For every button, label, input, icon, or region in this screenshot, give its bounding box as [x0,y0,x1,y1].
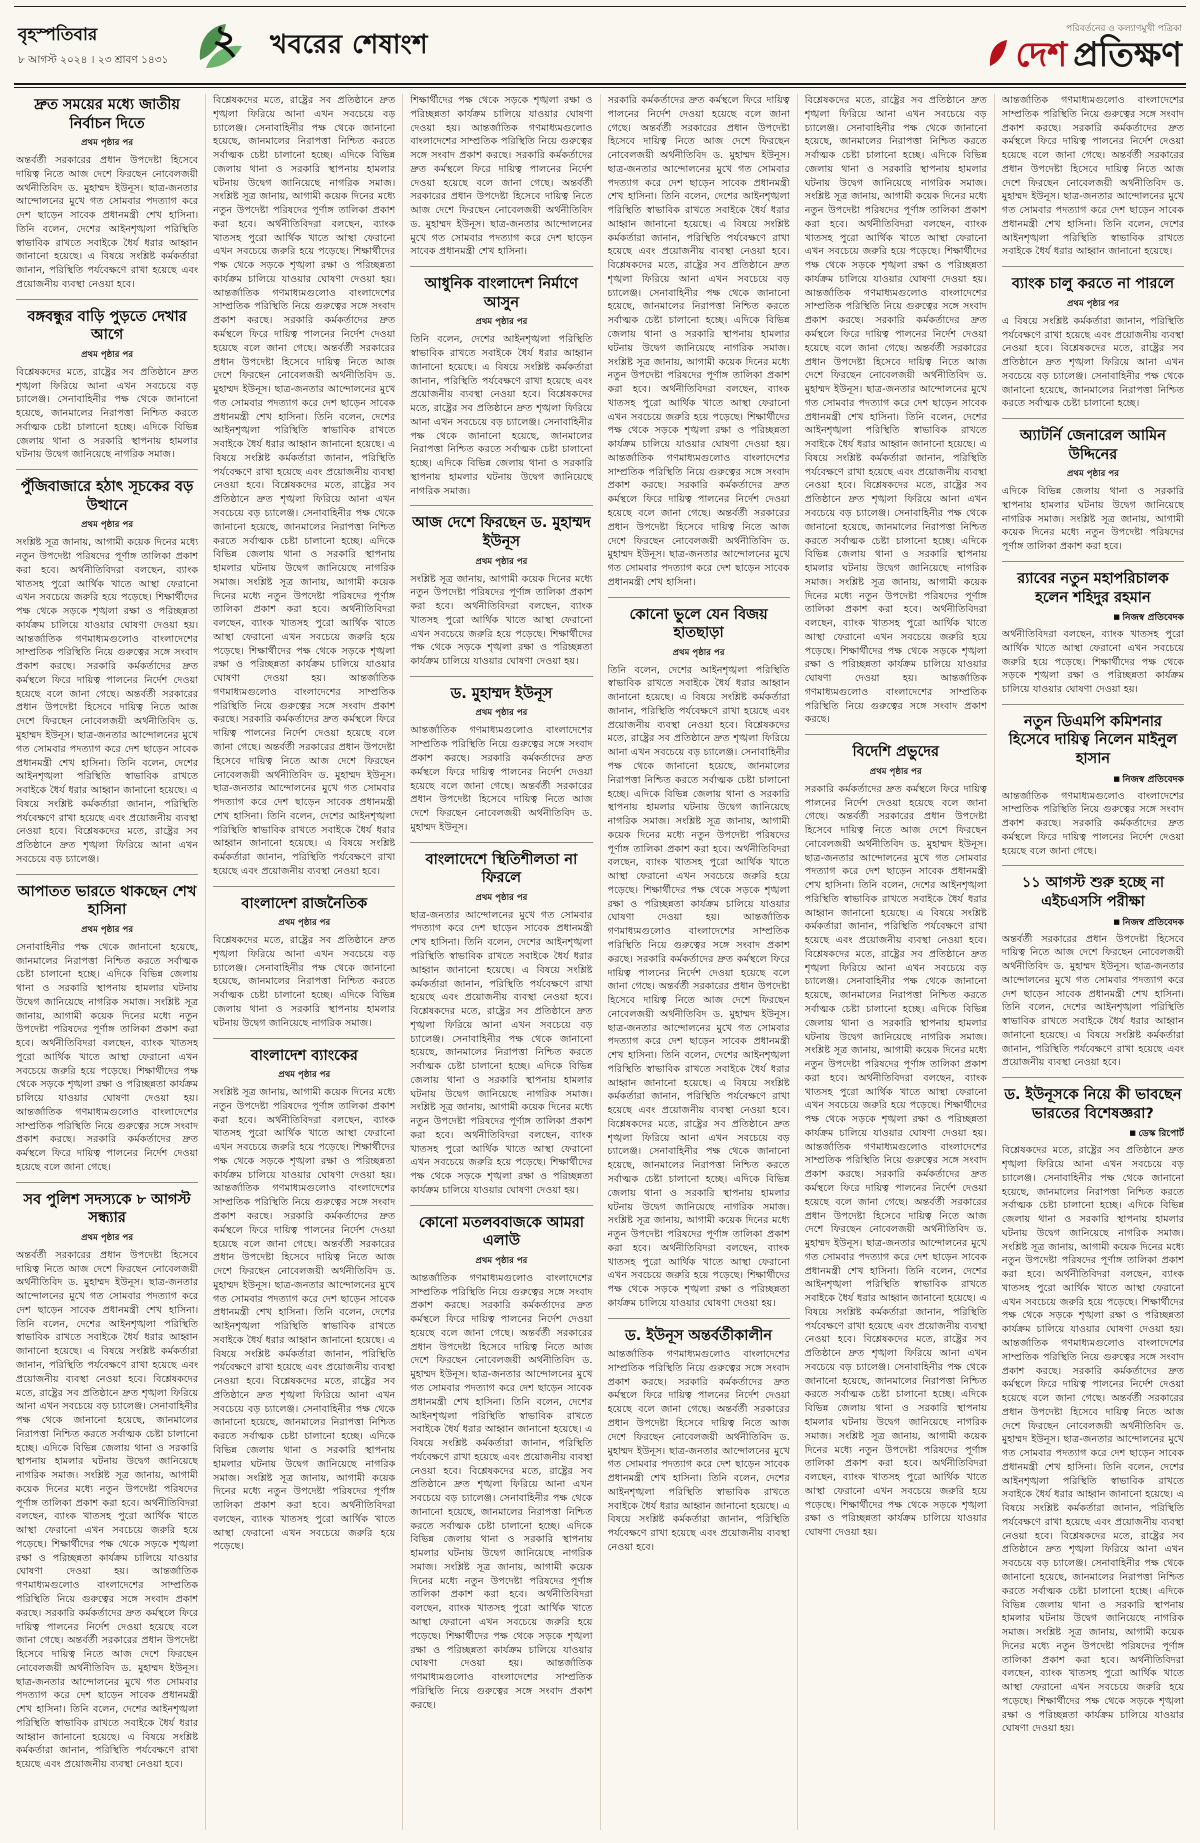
continuation-label: প্রথম পৃষ্ঠার পর [475,708,528,719]
news-column [601,94,798,1830]
article-headline: অ্যাটর্নি জেনারেল আমিন উদ্দিনের [1020,428,1166,463]
article [410,505,592,668]
masthead-logo [987,34,1182,75]
article-headline: বঙ্গবন্ধুর বাড়ি পুড়তে দেখার আগে [27,308,187,344]
byline: ■ নিজস্ব প্রতিবেদক [1002,772,1184,787]
article-body: আন্তর্জাতিক গণমাধ্যমগুলোও বাংলাদেশের সাম্প্রতিক পরিস্থিতি নিয়ে গুরুত্বের সঙ্গে সংবাদ প্রকাশ করছে। সরকারি কর্মকর্তাদের দ্রুত কর্মস্থলে ফিরে দায়িত্ব পালনের নির্দেশ দেওয়া হয়েছে বলে জানা গেছে। অন্তর্বর্তী সরকারের প্রধান উপদেষ্টা হিসেবে দায়িত্ব নিতে আজ দেশে ফিরছেন নোবেলজয়ী অর্থনীতিবিদ ড. মুহাম্মদ ইউনূস। ছাত্র-জনতার আন্দোলনের মুখে গত সোমবার পদত্যাগ করে দেশ ছাড়েন সাবেক প্রধানমন্ত্রী শেখ হাসিনা। তিনি বলেন, দেশের আইনশৃঙ্খলা পরিস্থিতি স্বাভাবিক রাখতে সবাইকে ধৈর্য ধরার আহ্বান জানানো হয়েছে। এ বিষয়ে সংশ্লিষ্ট কর্মকর্তারা জানান, পরিস্থিতি পর্যবেক্ষণে রাখা হয়েছে এবং প্রয়োজনীয় ব্যবস্থা নেওয়া হবে। [607,1349,790,1553]
article [16,874,198,1175]
article [1002,94,1184,259]
article-headline: ড. ইউনূস অন্তর্বর্তীকালীন [625,1327,773,1344]
masthead-word-1: দেশ [1015,34,1068,75]
article [1002,704,1184,858]
continuation-label: প্রথম পৃষ্ঠার পর [278,918,331,929]
continuation-label: প্রথম পৃষ্ঠার পর [475,317,528,328]
section-title: খবরের শেষাংশ [270,30,429,60]
article [16,299,198,462]
article [1002,561,1184,697]
article [16,1182,198,1772]
weekday: বৃহস্পতিবার [18,25,98,45]
continuation-label: প্রথম পৃষ্ঠার পর [1066,469,1119,480]
article [1002,1077,1184,1736]
byline: ■ নিজস্ব প্রতিবেদক [1002,915,1184,930]
article-headline: নতুন ডিএমপি কমিশনার হিসেবে দায়িত্ব নিলেন মাইনুল হাসান [1008,713,1178,768]
article-body: এদিকে বিভিন্ন জেলায় থানা ও সরকারি স্থাপনায় হামলার ঘটনায় উদ্বেগ জানিয়েছে নাগরিক সমাজ। সংশ্লিষ্ট সূত্র জানায়, আগামী কয়েক দিনের মধ্যে নতুন উপদেষ্টা পরিষদের পূর্ণাঙ্গ তালিকা প্রকাশ করা হবে। [1001,486,1185,553]
article [1002,865,1184,1070]
article-body: বিশ্লেষকদের মতে, রাষ্ট্রের সব প্রতিষ্ঠানে দ্রুত শৃঙ্খলা ফিরিয়ে আনা এখন সবচেয়ে বড় চ্যালেঞ্জ। সেনাবাহিনীর পক্ষ থেকে জানানো হয়েছে, জানমালের নিরাপত্তা নিশ্চিত করতে সর্বাত্মক চেষ্টা চালানো হচ্ছে। এদিকে বিভিন্ন জেলায় থানা ও সরকারি স্থাপনায় হামলার ঘটনায় উদ্বেগ জানিয়েছে নাগরিক সমাজ। সংশ্লিষ্ট সূত্র জানায়, আগামী কয়েক দিনের মধ্যে নতুন উপদেষ্টা পরিষদের পূর্ণাঙ্গ তালিকা প্রকাশ করা হবে। অর্থনীতিবিদরা বলছেন, ব্যাংক খাতসহ পুরো আর্থিক খাতে আস্থা ফেরানো এখন সবচেয়ে জরুরি হয়ে পড়েছে। শিক্ষার্থীদের পক্ষ থেকে সড়কে শৃঙ্খলা রক্ষা ও পরিচ্ছন্নতা কার্যক্রম চালিয়ে যাওয়ার ঘোষণা দেওয়া হয়। আন্তর্জাতিক গণমাধ্যমগুলোও বাংলাদেশের সাম্প্রতিক পরিস্থিতি নিয়ে গুরুত্বের সঙ্গে সংবাদ প্রকাশ করছে। সরকারি কর্মকর্তাদের দ্রুত কর্মস্থলে ফিরে দায়িত্ব পালনের নির্দেশ দেওয়া হয়েছে বলে জানা গেছে। অন্তর্বর্তী সরকারের প্রধান উপদেষ্টা হিসেবে দায়িত্ব নিতে আজ দেশে ফিরছেন নোবেলজয়ী অর্থনীতিবিদ ড. মুহাম্মদ ইউনূস। ছাত্র-জনতার আন্দোলনের মুখে গত সোমবার পদত্যাগ করে দেশ ছাড়েন সাবেক প্রধানমন্ত্রী শেখ হাসিনা। তিনি বলেন, দেশের আইনশৃঙ্খলা পরিস্থিতি স্বাভাবিক রাখতে সবাইকে ধৈর্য ধরার আহ্বান জানানো হয়েছে। এ বিষয়ে সংশ্লিষ্ট কর্মকর্তারা জানান, পরিস্থিতি পর্যবেক্ষণে রাখা হয়েছে এবং প্রয়োজনীয় ব্যবস্থা নেওয়া হবে। বিশ্লেষকদের মতে, রাষ্ট্রের সব প্রতিষ্ঠানে দ্রুত শৃঙ্খলা ফিরিয়ে আনা এখন সবচেয়ে বড় চ্যালেঞ্জ। সেনাবাহিনীর পক্ষ থেকে জানানো হয়েছে, জানমালের নিরাপত্তা নিশ্চিত করতে সর্বাত্মক চেষ্টা চালানো হচ্ছে। এদিকে বিভিন্ন জেলায় থানা ও সরকারি স্থাপনায় হামলার ঘটনায় উদ্বেগ জানিয়েছে নাগরিক সমাজ। সংশ্লিষ্ট সূত্র জানায়, আগামী কয়েক দিনের মধ্যে নতুন উপদেষ্টা পরিষদের পূর্ণাঙ্গ তালিকা প্রকাশ করা হবে। অর্থনীতিবিদরা বলছেন, ব্যাংক খাতসহ পুরো আর্থিক খাতে আস্থা ফেরানো এখন সবচেয়ে জরুরি হয়ে পড়েছে। শিক্ষার্থীদের পক্ষ থেকে সড়কে শৃঙ্খলা রক্ষা ও পরিচ্ছন্নতা কার্যক্রম চালিয়ে যাওয়ার ঘোষণা দেওয়া হয়। আন্তর্জাতিক গণমাধ্যমগুলোও বাংলাদেশের সাম্প্রতিক পরিস্থিতি নিয়ে গুরুত্বের সঙ্গে সংবাদ প্রকাশ করছে। [804,95,987,726]
article-body: বিশ্লেষকদের মতে, রাষ্ট্রের সব প্রতিষ্ঠানে দ্রুত শৃঙ্খলা ফিরিয়ে আনা এখন সবচেয়ে বড় চ্যালেঞ্জ। সেনাবাহিনীর পক্ষ থেকে জানানো হয়েছে, জানমালের নিরাপত্তা নিশ্চিত করতে সর্বাত্মক চেষ্টা চালানো হচ্ছে। এদিকে বিভিন্ন জেলায় থানা ও সরকারি স্থাপনায় হামলার ঘটনায় উদ্বেগ জানিয়েছে নাগরিক সমাজ। [213,935,396,1029]
continuation-label: প্রথম পৃষ্ঠার পর [81,349,134,360]
article-body: আন্তর্জাতিক গণমাধ্যমগুলোও বাংলাদেশের সাম্প্রতিক পরিস্থিতি নিয়ে গুরুত্বের সঙ্গে সংবাদ প্রকাশ করছে। সরকারি কর্মকর্তাদের দ্রুত কর্মস্থলে ফিরে দায়িত্ব পালনের নির্দেশ দেওয়া হয়েছে বলে জানা গেছে। অন্তর্বর্তী সরকারের প্রধান উপদেষ্টা হিসেবে দায়িত্ব নিতে আজ দেশে ফিরছেন নোবেলজয়ী অর্থনীতিবিদ ড. মুহাম্মদ ইউনূস। ছাত্র-জনতার আন্দোলনের মুখে গত সোমবার পদত্যাগ করে দেশ ছাড়েন সাবেক প্রধানমন্ত্রী শেখ হাসিনা। তিনি বলেন, দেশের আইনশৃঙ্খলা পরিস্থিতি স্বাভাবিক রাখতে সবাইকে ধৈর্য ধরার আহ্বান জানানো হয়েছে। [1001,95,1185,258]
continuation-label: প্রথম পৃষ্ঠার পর [475,892,528,903]
article-body: বিশ্লেষকদের মতে, রাষ্ট্রের সব প্রতিষ্ঠানে দ্রুত শৃঙ্খলা ফিরিয়ে আনা এখন সবচেয়ে বড় চ্যালেঞ্জ। সেনাবাহিনীর পক্ষ থেকে জানানো হয়েছে, জানমালের নিরাপত্তা নিশ্চিত করতে সর্বাত্মক চেষ্টা চালানো হচ্ছে। এদিকে বিভিন্ন জেলায় থানা ও সরকারি স্থাপনায় হামলার ঘটনায় উদ্বেগ জানিয়েছে নাগরিক সমাজ। সংশ্লিষ্ট সূত্র জানায়, আগামী কয়েক দিনের মধ্যে নতুন উপদেষ্টা পরিষদের পূর্ণাঙ্গ তালিকা প্রকাশ করা হবে। অর্থনীতিবিদরা বলছেন, ব্যাংক খাতসহ পুরো আর্থিক খাতে আস্থা ফেরানো এখন সবচেয়ে জরুরি হয়ে পড়েছে। শিক্ষার্থীদের পক্ষ থেকে সড়কে শৃঙ্খলা রক্ষা ও পরিচ্ছন্নতা কার্যক্রম চালিয়ে যাওয়ার ঘোষণা দেওয়া হয়। আন্তর্জাতিক গণমাধ্যমগুলোও বাংলাদেশের সাম্প্রতিক পরিস্থিতি নিয়ে গুরুত্বের সঙ্গে সংবাদ প্রকাশ করছে। সরকারি কর্মকর্তাদের দ্রুত কর্মস্থলে ফিরে দায়িত্ব পালনের নির্দেশ দেওয়া হয়েছে বলে জানা গেছে। অন্তর্বর্তী সরকারের প্রধান উপদেষ্টা হিসেবে দায়িত্ব নিতে আজ দেশে ফিরছেন নোবেলজয়ী অর্থনীতিবিদ ড. মুহাম্মদ ইউনূস। ছাত্র-জনতার আন্দোলনের মুখে গত সোমবার পদত্যাগ করে দেশ ছাড়েন সাবেক প্রধানমন্ত্রী শেখ হাসিনা। তিনি বলেন, দেশের আইনশৃঙ্খলা পরিস্থিতি স্বাভাবিক রাখতে সবাইকে ধৈর্য ধরার আহ্বান জানানো হয়েছে। এ বিষয়ে সংশ্লিষ্ট কর্মকর্তারা জানান, পরিস্থিতি পর্যবেক্ষণে রাখা হয়েছে এবং প্রয়োজনীয় ব্যবস্থা নেওয়া হবে। বিশ্লেষকদের মতে, রাষ্ট্রের সব প্রতিষ্ঠানে দ্রুত শৃঙ্খলা ফিরিয়ে আনা এখন সবচেয়ে বড় চ্যালেঞ্জ। সেনাবাহিনীর পক্ষ থেকে জানানো হয়েছে, জানমালের নিরাপত্তা নিশ্চিত করতে সর্বাত্মক চেষ্টা চালানো হচ্ছে। এদিকে বিভিন্ন জেলায় থানা ও সরকারি স্থাপনায় হামলার ঘটনায় উদ্বেগ জানিয়েছে নাগরিক সমাজ। সংশ্লিষ্ট সূত্র জানায়, আগামী কয়েক দিনের মধ্যে নতুন উপদেষ্টা পরিষদের পূর্ণাঙ্গ তালিকা প্রকাশ করা হবে। অর্থনীতিবিদরা বলছেন, ব্যাংক খাতসহ পুরো আর্থিক খাতে আস্থা ফেরানো এখন সবচেয়ে জরুরি হয়ে পড়েছে। শিক্ষার্থীদের পক্ষ থেকে সড়কে শৃঙ্খলা রক্ষা ও পরিচ্ছন্নতা কার্যক্রম চালিয়ে যাওয়ার ঘোষণা দেওয়া হয়। [1001,1145,1185,1735]
article-body: সংশ্লিষ্ট সূত্র জানায়, আগামী কয়েক দিনের মধ্যে নতুন উপদেষ্টা পরিষদের পূর্ণাঙ্গ তালিকা প্রকাশ করা হবে। অর্থনীতিবিদরা বলছেন, ব্যাংক খাতসহ পুরো আর্থিক খাতে আস্থা ফেরানো এখন সবচেয়ে জরুরি হয়ে পড়েছে। শিক্ষার্থীদের পক্ষ থেকে সড়কে শৃঙ্খলা রক্ষা ও পরিচ্ছন্নতা কার্যক্রম চালিয়ে যাওয়ার ঘোষণা দেওয়া হয়। আন্তর্জাতিক গণমাধ্যমগুলোও বাংলাদেশের সাম্প্রতিক পরিস্থিতি নিয়ে গুরুত্বের সঙ্গে সংবাদ প্রকাশ করছে। সরকারি কর্মকর্তাদের দ্রুত কর্মস্থলে ফিরে দায়িত্ব পালনের নির্দেশ দেওয়া হয়েছে বলে জানা গেছে। অন্তর্বর্তী সরকারের প্রধান উপদেষ্টা হিসেবে দায়িত্ব নিতে আজ দেশে ফিরছেন নোবেলজয়ী অর্থনীতিবিদ ড. মুহাম্মদ ইউনূস। ছাত্র-জনতার আন্দোলনের মুখে গত সোমবার পদত্যাগ করে দেশ ছাড়েন সাবেক প্রধানমন্ত্রী শেখ হাসিনা। তিনি বলেন, দেশের আইনশৃঙ্খলা পরিস্থিতি স্বাভাবিক রাখতে সবাইকে ধৈর্য ধরার আহ্বান জানানো হয়েছে। এ বিষয়ে সংশ্লিষ্ট কর্মকর্তারা জানান, পরিস্থিতি পর্যবেক্ষণে রাখা হয়েছে এবং প্রয়োজনীয় ব্যবস্থা নেওয়া হবে। বিশ্লেষকদের মতে, রাষ্ট্রের সব প্রতিষ্ঠানে দ্রুত শৃঙ্খলা ফিরিয়ে আনা এখন সবচেয়ে বড় চ্যালেঞ্জ। সেনাবাহিনীর পক্ষ থেকে জানানো হয়েছে, জানমালের নিরাপত্তা নিশ্চিত করতে সর্বাত্মক চেষ্টা চালানো হচ্ছে। এদিকে বিভিন্ন জেলায় থানা ও সরকারি স্থাপনায় হামলার ঘটনায় উদ্বেগ জানিয়েছে নাগরিক সমাজ। সংশ্লিষ্ট সূত্র জানায়, আগামী কয়েক দিনের মধ্যে নতুন উপদেষ্টা পরিষদের পূর্ণাঙ্গ তালিকা প্রকাশ করা হবে। অর্থনীতিবিদরা বলছেন, ব্যাংক খাতসহ পুরো আর্থিক খাতে আস্থা ফেরানো এখন সবচেয়ে জরুরি হয়ে পড়েছে। [213,1087,396,1553]
article-body: সরকারি কর্মকর্তাদের দ্রুত কর্মস্থলে ফিরে দায়িত্ব পালনের নির্দেশ দেওয়া হয়েছে বলে জানা গেছে। অন্তর্বর্তী সরকারের প্রধান উপদেষ্টা হিসেবে দায়িত্ব নিতে আজ দেশে ফিরছেন নোবেলজয়ী অর্থনীতিবিদ ড. মুহাম্মদ ইউনূস। ছাত্র-জনতার আন্দোলনের মুখে গত সোমবার পদত্যাগ করে দেশ ছাড়েন সাবেক প্রধানমন্ত্রী শেখ হাসিনা। তিনি বলেন, দেশের আইনশৃঙ্খলা পরিস্থিতি স্বাভাবিক রাখতে সবাইকে ধৈর্য ধরার আহ্বান জানানো হয়েছে। এ বিষয়ে সংশ্লিষ্ট কর্মকর্তারা জানান, পরিস্থিতি পর্যবেক্ষণে রাখা হয়েছে এবং প্রয়োজনীয় ব্যবস্থা নেওয়া হবে। বিশ্লেষকদের মতে, রাষ্ট্রের সব প্রতিষ্ঠানে দ্রুত শৃঙ্খলা ফিরিয়ে আনা এখন সবচেয়ে বড় চ্যালেঞ্জ। সেনাবাহিনীর পক্ষ থেকে জানানো হয়েছে, জানমালের নিরাপত্তা নিশ্চিত করতে সর্বাত্মক চেষ্টা চালানো হচ্ছে। এদিকে বিভিন্ন জেলায় থানা ও সরকারি স্থাপনায় হামলার ঘটনায় উদ্বেগ জানিয়েছে নাগরিক সমাজ। সংশ্লিষ্ট সূত্র জানায়, আগামী কয়েক দিনের মধ্যে নতুন উপদেষ্টা পরিষদের পূর্ণাঙ্গ তালিকা প্রকাশ করা হবে। অর্থনীতিবিদরা বলছেন, ব্যাংক খাতসহ পুরো আর্থিক খাতে আস্থা ফেরানো এখন সবচেয়ে জরুরি হয়ে পড়েছে। শিক্ষার্থীদের পক্ষ থেকে সড়কে শৃঙ্খলা রক্ষা ও পরিচ্ছন্নতা কার্যক্রম চালিয়ে যাওয়ার ঘোষণা দেওয়া হয়। আন্তর্জাতিক গণমাধ্যমগুলোও বাংলাদেশের সাম্প্রতিক পরিস্থিতি নিয়ে গুরুত্বের সঙ্গে সংবাদ প্রকাশ করছে। সরকারি কর্মকর্তাদের দ্রুত কর্মস্থলে ফিরে দায়িত্ব পালনের নির্দেশ দেওয়া হয়েছে বলে জানা গেছে। অন্তর্বর্তী সরকারের প্রধান উপদেষ্টা হিসেবে দায়িত্ব নিতে আজ দেশে ফিরছেন নোবেলজয়ী অর্থনীতিবিদ ড. মুহাম্মদ ইউনূস। ছাত্র-জনতার আন্দোলনের মুখে গত সোমবার পদত্যাগ করে দেশ ছাড়েন সাবেক প্রধানমন্ত্রী শেখ হাসিনা। তিনি বলেন, দেশের আইনশৃঙ্খলা পরিস্থিতি স্বাভাবিক রাখতে সবাইকে ধৈর্য ধরার আহ্বান জানানো হয়েছে। এ বিষয়ে সংশ্লিষ্ট কর্মকর্তারা জানান, পরিস্থিতি পর্যবেক্ষণে রাখা হয়েছে এবং প্রয়োজনীয় ব্যবস্থা নেওয়া হবে। বিশ্লেষকদের মতে, রাষ্ট্রের সব প্রতিষ্ঠানে দ্রুত শৃঙ্খলা ফিরিয়ে আনা এখন সবচেয়ে বড় চ্যালেঞ্জ। সেনাবাহিনীর পক্ষ থেকে জানানো হয়েছে, জানমালের নিরাপত্তা নিশ্চিত করতে সর্বাত্মক চেষ্টা চালানো হচ্ছে। এদিকে বিভিন্ন জেলায় থানা ও সরকারি স্থাপনায় হামলার ঘটনায় উদ্বেগ জানিয়েছে নাগরিক সমাজ। সংশ্লিষ্ট সূত্র জানায়, আগামী কয়েক দিনের মধ্যে নতুন উপদেষ্টা পরিষদের পূর্ণাঙ্গ তালিকা প্রকাশ করা হবে। অর্থনীতিবিদরা বলছেন, ব্যাংক খাতসহ পুরো আর্থিক খাতে আস্থা ফেরানো এখন সবচেয়ে জরুরি হয়ে পড়েছে। শিক্ষার্থীদের পক্ষ থেকে সড়কে শৃঙ্খলা রক্ষা ও পরিচ্ছন্নতা কার্যক্রম চালিয়ে যাওয়ার ঘোষণা দেওয়া হয়। [804,783,987,1539]
article [410,1205,592,1713]
article-body: তিনি বলেন, দেশের আইনশৃঙ্খলা পরিস্থিতি স্বাভাবিক রাখতে সবাইকে ধৈর্য ধরার আহ্বান জানানো হয়েছে। এ বিষয়ে সংশ্লিষ্ট কর্মকর্তারা জানান, পরিস্থিতি পর্যবেক্ষণে রাখা হয়েছে এবং প্রয়োজনীয় ব্যবস্থা নেওয়া হবে। বিশ্লেষকদের মতে, রাষ্ট্রের সব প্রতিষ্ঠানে দ্রুত শৃঙ্খলা ফিরিয়ে আনা এখন সবচেয়ে বড় চ্যালেঞ্জ। সেনাবাহিনীর পক্ষ থেকে জানানো হয়েছে, জানমালের নিরাপত্তা নিশ্চিত করতে সর্বাত্মক চেষ্টা চালানো হচ্ছে। এদিকে বিভিন্ন জেলায় থানা ও সরকারি স্থাপনায় হামলার ঘটনায় উদ্বেগ জানিয়েছে নাগরিক সমাজ। সংশ্লিষ্ট সূত্র জানায়, আগামী কয়েক দিনের মধ্যে নতুন উপদেষ্টা পরিষদের পূর্ণাঙ্গ তালিকা প্রকাশ করা হবে। অর্থনীতিবিদরা বলছেন, ব্যাংক খাতসহ পুরো আর্থিক খাতে আস্থা ফেরানো এখন সবচেয়ে জরুরি হয়ে পড়েছে। শিক্ষার্থীদের পক্ষ থেকে সড়কে শৃঙ্খলা রক্ষা ও পরিচ্ছন্নতা কার্যক্রম চালিয়ে যাওয়ার ঘোষণা দেওয়া হয়। আন্তর্জাতিক গণমাধ্যমগুলোও বাংলাদেশের সাম্প্রতিক পরিস্থিতি নিয়ে গুরুত্বের সঙ্গে সংবাদ প্রকাশ করছে। সরকারি কর্মকর্তাদের দ্রুত কর্মস্থলে ফিরে দায়িত্ব পালনের নির্দেশ দেওয়া হয়েছে বলে জানা গেছে। অন্তর্বর্তী সরকারের প্রধান উপদেষ্টা হিসেবে দায়িত্ব নিতে আজ দেশে ফিরছেন নোবেলজয়ী অর্থনীতিবিদ ড. মুহাম্মদ ইউনূস। ছাত্র-জনতার আন্দোলনের মুখে গত সোমবার পদত্যাগ করে দেশ ছাড়েন সাবেক প্রধানমন্ত্রী শেখ হাসিনা। তিনি বলেন, দেশের আইনশৃঙ্খলা পরিস্থিতি স্বাভাবিক রাখতে সবাইকে ধৈর্য ধরার আহ্বান জানানো হয়েছে। এ বিষয়ে সংশ্লিষ্ট কর্মকর্তারা জানান, পরিস্থিতি পর্যবেক্ষণে রাখা হয়েছে এবং প্রয়োজনীয় ব্যবস্থা নেওয়া হবে। বিশ্লেষকদের মতে, রাষ্ট্রের সব প্রতিষ্ঠানে দ্রুত শৃঙ্খলা ফিরিয়ে আনা এখন সবচেয়ে বড় চ্যালেঞ্জ। সেনাবাহিনীর পক্ষ থেকে জানানো হয়েছে, জানমালের নিরাপত্তা নিশ্চিত করতে সর্বাত্মক চেষ্টা চালানো হচ্ছে। এদিকে বিভিন্ন জেলায় থানা ও সরকারি স্থাপনায় হামলার ঘটনায় উদ্বেগ জানিয়েছে নাগরিক সমাজ। সংশ্লিষ্ট সূত্র জানায়, আগামী কয়েক দিনের মধ্যে নতুন উপদেষ্টা পরিষদের পূর্ণাঙ্গ তালিকা প্রকাশ করা হবে। অর্থনীতিবিদরা বলছেন, ব্যাংক খাতসহ পুরো আর্থিক খাতে আস্থা ফেরানো এখন সবচেয়ে জরুরি হয়ে পড়েছে। শিক্ষার্থীদের পক্ষ থেকে সড়কে শৃঙ্খলা রক্ষা ও পরিচ্ছন্নতা কার্যক্রম চালিয়ে যাওয়ার ঘোষণা দেওয়া হয়। [607,664,790,1309]
continuation-label: প্রথম পৃষ্ঠার পর [278,1070,331,1081]
article-body: তিনি বলেন, দেশের আইনশৃঙ্খলা পরিস্থিতি স্বাভাবিক রাখতে সবাইকে ধৈর্য ধরার আহ্বান জানানো হয়েছে। এ বিষয়ে সংশ্লিষ্ট কর্মকর্তারা জানান, পরিস্থিতি পর্যবেক্ষণে রাখা হয়েছে এবং প্রয়োজনীয় ব্যবস্থা নেওয়া হবে। বিশ্লেষকদের মতে, রাষ্ট্রের সব প্রতিষ্ঠানে দ্রুত শৃঙ্খলা ফিরিয়ে আনা এখন সবচেয়ে বড় চ্যালেঞ্জ। সেনাবাহিনীর পক্ষ থেকে জানানো হয়েছে, জানমালের নিরাপত্তা নিশ্চিত করতে সর্বাত্মক চেষ্টা চালানো হচ্ছে। এদিকে বিভিন্ন জেলায় থানা ও সরকারি স্থাপনায় হামলার ঘটনায় উদ্বেগ জানিয়েছে নাগরিক সমাজ। [410,334,593,497]
article-headline: বাংলাদেশ ব্যাংকের [250,1047,358,1064]
masthead-mark-icon [987,38,1009,72]
masthead [987,21,1182,75]
continuation-label: প্রথম পৃষ্ঠার পর [475,1255,528,1266]
date-line: ৮ আগস্ট ২০২৪ । ২৩ শ্রাবণ ১৪৩১ [18,54,169,66]
article [1002,266,1184,411]
article-headline: র‍্যাবের নতুন মহাপরিচালক হলেন শহিদুর রহমান [1017,571,1169,606]
top-rule [14,6,1186,7]
byline: ■ ডেস্ক রিপোর্ট [1002,1126,1184,1141]
article-headline: আপাতত ভারতে থাকছেন শেখ হাসিনা [17,883,197,919]
article-headline: ১১ আগস্ট শুরু হচ্ছে না এইচএসসি পরীক্ষা [1021,875,1165,910]
article-body: সরকারি কর্মকর্তাদের দ্রুত কর্মস্থলে ফিরে দায়িত্ব পালনের নির্দেশ দেওয়া হয়েছে বলে জানা গেছে। অন্তর্বর্তী সরকারের প্রধান উপদেষ্টা হিসেবে দায়িত্ব নিতে আজ দেশে ফিরছেন নোবেলজয়ী অর্থনীতিবিদ ড. মুহাম্মদ ইউনূস। ছাত্র-জনতার আন্দোলনের মুখে গত সোমবার পদত্যাগ করে দেশ ছাড়েন সাবেক প্রধানমন্ত্রী শেখ হাসিনা। তিনি বলেন, দেশের আইনশৃঙ্খলা পরিস্থিতি স্বাভাবিক রাখতে সবাইকে ধৈর্য ধরার আহ্বান জানানো হয়েছে। এ বিষয়ে সংশ্লিষ্ট কর্মকর্তারা জানান, পরিস্থিতি পর্যবেক্ষণে রাখা হয়েছে এবং প্রয়োজনীয় ব্যবস্থা নেওয়া হবে। বিশ্লেষকদের মতে, রাষ্ট্রের সব প্রতিষ্ঠানে দ্রুত শৃঙ্খলা ফিরিয়ে আনা এখন সবচেয়ে বড় চ্যালেঞ্জ। সেনাবাহিনীর পক্ষ থেকে জানানো হয়েছে, জানমালের নিরাপত্তা নিশ্চিত করতে সর্বাত্মক চেষ্টা চালানো হচ্ছে। এদিকে বিভিন্ন জেলায় থানা ও সরকারি স্থাপনায় হামলার ঘটনায় উদ্বেগ জানিয়েছে নাগরিক সমাজ। সংশ্লিষ্ট সূত্র জানায়, আগামী কয়েক দিনের মধ্যে নতুন উপদেষ্টা পরিষদের পূর্ণাঙ্গ তালিকা প্রকাশ করা হবে। অর্থনীতিবিদরা বলছেন, ব্যাংক খাতসহ পুরো আর্থিক খাতে আস্থা ফেরানো এখন সবচেয়ে জরুরি হয়ে পড়েছে। শিক্ষার্থীদের পক্ষ থেকে সড়কে শৃঙ্খলা রক্ষা ও পরিচ্ছন্নতা কার্যক্রম চালিয়ে যাওয়ার ঘোষণা দেওয়া হয়। আন্তর্জাতিক গণমাধ্যমগুলোও বাংলাদেশের সাম্প্রতিক পরিস্থিতি নিয়ে গুরুত্বের সঙ্গে সংবাদ প্রকাশ করছে। সরকারি কর্মকর্তাদের দ্রুত কর্মস্থলে ফিরে দায়িত্ব পালনের নির্দেশ দেওয়া হয়েছে বলে জানা গেছে। অন্তর্বর্তী সরকারের প্রধান উপদেষ্টা হিসেবে দায়িত্ব নিতে আজ দেশে ফিরছেন নোবেলজয়ী অর্থনীতিবিদ ড. মুহাম্মদ ইউনূস। ছাত্র-জনতার আন্দোলনের মুখে গত সোমবার পদত্যাগ করে দেশ ছাড়েন সাবেক প্রধানমন্ত্রী শেখ হাসিনা। [607,95,790,588]
article [410,94,592,259]
article-headline: বিদেশি প্রভুদের [852,744,940,761]
article-body: বিশ্লেষকদের মতে, রাষ্ট্রের সব প্রতিষ্ঠানে দ্রুত শৃঙ্খলা ফিরিয়ে আনা এখন সবচেয়ে বড় চ্যালেঞ্জ। সেনাবাহিনীর পক্ষ থেকে জানানো হয়েছে, জানমালের নিরাপত্তা নিশ্চিত করতে সর্বাত্মক চেষ্টা চালানো হচ্ছে। এদিকে বিভিন্ন জেলায় থানা ও সরকারি স্থাপনায় হামলার ঘটনায় উদ্বেগ জানিয়েছে নাগরিক সমাজ। [16,366,199,461]
masthead-word-2: প্রতিক্ষণ [1073,34,1182,75]
continuation-label: প্রথম পৃষ্ঠার পর [81,138,134,149]
article-headline: সব পুলিশ সদস্যকে ৮ আগস্ট সন্ধ্যার [23,1191,191,1227]
article [608,597,790,1311]
article-headline: আজ দেশে ফিরছেন ড. মুহাম্মদ ইউনূস [412,515,591,551]
article [608,1318,790,1555]
news-column [14,94,206,1830]
continuation-label: প্রথম পৃষ্ঠার পর [672,647,725,658]
article [805,734,987,1540]
continuation-label: প্রথম পৃষ্ঠার পর [869,766,922,777]
article [213,1038,395,1555]
article-headline: কোনো মতলববাজকে আমরা এলাউ [418,1214,585,1250]
article-body: সংশ্লিষ্ট সূত্র জানায়, আগামী কয়েক দিনের মধ্যে নতুন উপদেষ্টা পরিষদের পূর্ণাঙ্গ তালিকা প্রকাশ করা হবে। অর্থনীতিবিদরা বলছেন, ব্যাংক খাতসহ পুরো আর্থিক খাতে আস্থা ফেরানো এখন সবচেয়ে জরুরি হয়ে পড়েছে। শিক্ষার্থীদের পক্ষ থেকে সড়কে শৃঙ্খলা রক্ষা ও পরিচ্ছন্নতা কার্যক্রম চালিয়ে যাওয়ার ঘোষণা দেওয়া হয়। আন্তর্জাতিক গণমাধ্যমগুলোও বাংলাদেশের সাম্প্রতিক পরিস্থিতি নিয়ে গুরুত্বের সঙ্গে সংবাদ প্রকাশ করছে। সরকারি কর্মকর্তাদের দ্রুত কর্মস্থলে ফিরে দায়িত্ব পালনের নির্দেশ দেওয়া হয়েছে বলে জানা গেছে। অন্তর্বর্তী সরকারের প্রধান উপদেষ্টা হিসেবে দায়িত্ব নিতে আজ দেশে ফিরছেন নোবেলজয়ী অর্থনীতিবিদ ড. মুহাম্মদ ইউনূস। ছাত্র-জনতার আন্দোলনের মুখে গত সোমবার পদত্যাগ করে দেশ ছাড়েন সাবেক প্রধানমন্ত্রী শেখ হাসিনা। তিনি বলেন, দেশের আইনশৃঙ্খলা পরিস্থিতি স্বাভাবিক রাখতে সবাইকে ধৈর্য ধরার আহ্বান জানানো হয়েছে। এ বিষয়ে সংশ্লিষ্ট কর্মকর্তারা জানান, পরিস্থিতি পর্যবেক্ষণে রাখা হয়েছে এবং প্রয়োজনীয় ব্যবস্থা নেওয়া হবে। বিশ্লেষকদের মতে, রাষ্ট্রের সব প্রতিষ্ঠানে দ্রুত শৃঙ্খলা ফিরিয়ে আনা এখন সবচেয়ে বড় চ্যালেঞ্জ। [16,537,199,865]
news-column [995,94,1186,1830]
article-body: আন্তর্জাতিক গণমাধ্যমগুলোও বাংলাদেশের সাম্প্রতিক পরিস্থিতি নিয়ে গুরুত্বের সঙ্গে সংবাদ প্রকাশ করছে। সরকারি কর্মকর্তাদের দ্রুত কর্মস্থলে ফিরে দায়িত্ব পালনের নির্দেশ দেওয়া হয়েছে বলে জানা গেছে। [1001,790,1185,857]
article [410,266,592,498]
article-body: অন্তর্বর্তী সরকারের প্রধান উপদেষ্টা হিসেবে দায়িত্ব নিতে আজ দেশে ফিরছেন নোবেলজয়ী অর্থনীতিবিদ ড. মুহাম্মদ ইউনূস। ছাত্র-জনতার আন্দোলনের মুখে গত সোমবার পদত্যাগ করে দেশ ছাড়েন সাবেক প্রধানমন্ত্রী শেখ হাসিনা। তিনি বলেন, দেশের আইনশৃঙ্খলা পরিস্থিতি স্বাভাবিক রাখতে সবাইকে ধৈর্য ধরার আহ্বান জানানো হয়েছে। এ বিষয়ে সংশ্লিষ্ট কর্মকর্তারা জানান, পরিস্থিতি পর্যবেক্ষণে রাখা হয়েছে এবং প্রয়োজনীয় ব্যবস্থা নেওয়া হবে। বিশ্লেষকদের মতে, রাষ্ট্রের সব প্রতিষ্ঠানে দ্রুত শৃঙ্খলা ফিরিয়ে আনা এখন সবচেয়ে বড় চ্যালেঞ্জ। সেনাবাহিনীর পক্ষ থেকে জানানো হয়েছে, জানমালের নিরাপত্তা নিশ্চিত করতে সর্বাত্মক চেষ্টা চালানো হচ্ছে। এদিকে বিভিন্ন জেলায় থানা ও সরকারি স্থাপনায় হামলার ঘটনায় উদ্বেগ জানিয়েছে নাগরিক সমাজ। সংশ্লিষ্ট সূত্র জানায়, আগামী কয়েক দিনের মধ্যে নতুন উপদেষ্টা পরিষদের পূর্ণাঙ্গ তালিকা প্রকাশ করা হবে। অর্থনীতিবিদরা বলছেন, ব্যাংক খাতসহ পুরো আর্থিক খাতে আস্থা ফেরানো এখন সবচেয়ে জরুরি হয়ে পড়েছে। শিক্ষার্থীদের পক্ষ থেকে সড়কে শৃঙ্খলা রক্ষা ও পরিচ্ছন্নতা কার্যক্রম চালিয়ে যাওয়ার ঘোষণা দেওয়া হয়। আন্তর্জাতিক গণমাধ্যমগুলোও বাংলাদেশের সাম্প্রতিক পরিস্থিতি নিয়ে গুরুত্বের সঙ্গে সংবাদ প্রকাশ করছে। সরকারি কর্মকর্তাদের দ্রুত কর্মস্থলে ফিরে দায়িত্ব পালনের নির্দেশ দেওয়া হয়েছে বলে জানা গেছে। অন্তর্বর্তী সরকারের প্রধান উপদেষ্টা হিসেবে দায়িত্ব নিতে আজ দেশে ফিরছেন নোবেলজয়ী অর্থনীতিবিদ ড. মুহাম্মদ ইউনূস। ছাত্র-জনতার আন্দোলনের মুখে গত সোমবার পদত্যাগ করে দেশ ছাড়েন সাবেক প্রধানমন্ত্রী শেখ হাসিনা। তিনি বলেন, দেশের আইনশৃঙ্খলা পরিস্থিতি স্বাভাবিক রাখতে সবাইকে ধৈর্য ধরার আহ্বান জানানো হয়েছে। এ বিষয়ে সংশ্লিষ্ট কর্মকর্তারা জানান, পরিস্থিতি পর্যবেক্ষণে রাখা হয়েছে এবং প্রয়োজনীয় ব্যবস্থা নেওয়া হবে। [16,1249,199,1771]
article-headline: দ্রুত সময়ের মধ্যে জাতীয় নির্বাচন দিতে [34,97,180,132]
article-headline: ড. মুহাম্মদ ইউনূস [450,685,553,702]
article [410,842,592,1198]
article [16,469,198,866]
article-headline: ব্যাংক চালু করতে না পারলে [1011,276,1175,293]
news-columns [14,94,1186,1830]
article-body: আন্তর্জাতিক গণমাধ্যমগুলোও বাংলাদেশের সাম্প্রতিক পরিস্থিতি নিয়ে গুরুত্বের সঙ্গে সংবাদ প্রকাশ করছে। সরকারি কর্মকর্তাদের দ্রুত কর্মস্থলে ফিরে দায়িত্ব পালনের নির্দেশ দেওয়া হয়েছে বলে জানা গেছে। অন্তর্বর্তী সরকারের প্রধান উপদেষ্টা হিসেবে দায়িত্ব নিতে আজ দেশে ফিরছেন নোবেলজয়ী অর্থনীতিবিদ ড. মুহাম্মদ ইউনূস। ছাত্র-জনতার আন্দোলনের মুখে গত সোমবার পদত্যাগ করে দেশ ছাড়েন সাবেক প্রধানমন্ত্রী শেখ হাসিনা। তিনি বলেন, দেশের আইনশৃঙ্খলা পরিস্থিতি স্বাভাবিক রাখতে সবাইকে ধৈর্য ধরার আহ্বান জানানো হয়েছে। এ বিষয়ে সংশ্লিষ্ট কর্মকর্তারা জানান, পরিস্থিতি পর্যবেক্ষণে রাখা হয়েছে এবং প্রয়োজনীয় ব্যবস্থা নেওয়া হবে। বিশ্লেষকদের মতে, রাষ্ট্রের সব প্রতিষ্ঠানে দ্রুত শৃঙ্খলা ফিরিয়ে আনা এখন সবচেয়ে বড় চ্যালেঞ্জ। সেনাবাহিনীর পক্ষ থেকে জানানো হয়েছে, জানমালের নিরাপত্তা নিশ্চিত করতে সর্বাত্মক চেষ্টা চালানো হচ্ছে। এদিকে বিভিন্ন জেলায় থানা ও সরকারি স্থাপনায় হামলার ঘটনায় উদ্বেগ জানিয়েছে নাগরিক সমাজ। সংশ্লিষ্ট সূত্র জানায়, আগামী কয়েক দিনের মধ্যে নতুন উপদেষ্টা পরিষদের পূর্ণাঙ্গ তালিকা প্রকাশ করা হবে। অর্থনীতিবিদরা বলছেন, ব্যাংক খাতসহ পুরো আর্থিক খাতে আস্থা ফেরানো এখন সবচেয়ে জরুরি হয়ে পড়েছে। শিক্ষার্থীদের পক্ষ থেকে সড়কে শৃঙ্খলা রক্ষা ও পরিচ্ছন্নতা কার্যক্রম চালিয়ে যাওয়ার ঘোষণা দেওয়া হয়। আন্তর্জাতিক গণমাধ্যমগুলোও বাংলাদেশের সাম্প্রতিক পরিস্থিতি নিয়ে গুরুত্বের সঙ্গে সংবাদ প্রকাশ করছে। [410,1272,593,1711]
continuation-label: প্রথম পৃষ্ঠার পর [81,1232,134,1243]
date-block [18,22,188,70]
header-divider [14,83,1186,88]
article-headline: বাংলাদেশে স্থিতিশীলতা না ফিরলে [425,851,578,887]
article [16,94,198,292]
article-headline: কোনো ভুলে যেন বিজয় হাতছাড়া [629,606,768,642]
article-body: অন্তর্বর্তী সরকারের প্রধান উপদেষ্টা হিসেবে দায়িত্ব নিতে আজ দেশে ফিরছেন নোবেলজয়ী অর্থনীতিবিদ ড. মুহাম্মদ ইউনূস। ছাত্র-জনতার আন্দোলনের মুখে গত সোমবার পদত্যাগ করে দেশ ছাড়েন সাবেক প্রধানমন্ত্রী শেখ হাসিনা। তিনি বলেন, দেশের আইনশৃঙ্খলা পরিস্থিতি স্বাভাবিক রাখতে সবাইকে ধৈর্য ধরার আহ্বান জানানো হয়েছে। এ বিষয়ে সংশ্লিষ্ট কর্মকর্তারা জানান, পরিস্থিতি পর্যবেক্ষণে রাখা হয়েছে এবং প্রয়োজনীয় ব্যবস্থা নেওয়া হবে। [1001,933,1185,1069]
article [805,94,987,727]
page-header [14,11,1186,81]
article-body: অন্তর্বর্তী সরকারের প্রধান উপদেষ্টা হিসেবে দায়িত্ব নিতে আজ দেশে ফিরছেন নোবেলজয়ী অর্থনীতিবিদ ড. মুহাম্মদ ইউনূস। ছাত্র-জনতার আন্দোলনের মুখে গত সোমবার পদত্যাগ করে দেশ ছাড়েন সাবেক প্রধানমন্ত্রী শেখ হাসিনা। তিনি বলেন, দেশের আইনশৃঙ্খলা পরিস্থিতি স্বাভাবিক রাখতে সবাইকে ধৈর্য ধরার আহ্বান জানানো হয়েছে। এ বিষয়ে সংশ্লিষ্ট কর্মকর্তারা জানান, পরিস্থিতি পর্যবেক্ষণে রাখা হয়েছে এবং প্রয়োজনীয় ব্যবস্থা নেওয়া হবে। [16,155,199,290]
article [410,676,592,835]
article [608,94,790,590]
masthead-tagline: পরিবর্তনের ও কল্যাণমুখী পত্রিকা [1066,23,1182,34]
page-number: ২ [212,17,239,63]
continuation-label: প্রথম পৃষ্ঠার পর [81,924,134,935]
news-column [403,94,600,1830]
article-headline: আধুনিক বাংলাদেশ নির্মাণে আসুন [424,276,579,311]
continuation-label: প্রথম পৃষ্ঠার পর [475,556,528,567]
article-body: সংশ্লিষ্ট সূত্র জানায়, আগামী কয়েক দিনের মধ্যে নতুন উপদেষ্টা পরিষদের পূর্ণাঙ্গ তালিকা প্রকাশ করা হবে। অর্থনীতিবিদরা বলছেন, ব্যাংক খাতসহ পুরো আর্থিক খাতে আস্থা ফেরানো এখন সবচেয়ে জরুরি হয়ে পড়েছে। শিক্ষার্থীদের পক্ষ থেকে সড়কে শৃঙ্খলা রক্ষা ও পরিচ্ছন্নতা কার্যক্রম চালিয়ে যাওয়ার ঘোষণা দেওয়া হয়। [410,573,593,668]
article-headline: পুঁজিবাজারে হঠাৎ সূচকের বড় উত্থানে [20,479,194,514]
news-column [206,94,403,1830]
article-headline: ড. ইউনূসকে নিয়ে কী ভাবছেন ভারতের বিশেষজ্ঞরা? [1004,1087,1182,1122]
article [213,94,395,879]
article-body: এ বিষয়ে সংশ্লিষ্ট কর্মকর্তারা জানান, পরিস্থিতি পর্যবেক্ষণে রাখা হয়েছে এবং প্রয়োজনীয় ব্যবস্থা নেওয়া হবে। বিশ্লেষকদের মতে, রাষ্ট্রের সব প্রতিষ্ঠানে দ্রুত শৃঙ্খলা ফিরিয়ে আনা এখন সবচেয়ে বড় চ্যালেঞ্জ। সেনাবাহিনীর পক্ষ থেকে জানানো হয়েছে, জানমালের নিরাপত্তা নিশ্চিত করতে সর্বাত্মক চেষ্টা চালানো হচ্ছে। [1001,315,1185,410]
byline: ■ নিজস্ব প্রতিবেদক [1002,610,1184,625]
article-body: অর্থনীতিবিদরা বলছেন, ব্যাংক খাতসহ পুরো আর্থিক খাতে আস্থা ফেরানো এখন সবচেয়ে জরুরি হয়ে পড়েছে। শিক্ষার্থীদের পক্ষ থেকে সড়কে শৃঙ্খলা রক্ষা ও পরিচ্ছন্নতা কার্যক্রম চালিয়ে যাওয়ার ঘোষণা দেওয়া হয়। [1001,629,1185,696]
article-body: আন্তর্জাতিক গণমাধ্যমগুলোও বাংলাদেশের সাম্প্রতিক পরিস্থিতি নিয়ে গুরুত্বের সঙ্গে সংবাদ প্রকাশ করছে। সরকারি কর্মকর্তাদের দ্রুত কর্মস্থলে ফিরে দায়িত্ব পালনের নির্দেশ দেওয়া হয়েছে বলে জানা গেছে। অন্তর্বর্তী সরকারের প্রধান উপদেষ্টা হিসেবে দায়িত্ব নিতে আজ দেশে ফিরছেন নোবেলজয়ী অর্থনীতিবিদ ড. মুহাম্মদ ইউনূস। [410,725,593,833]
article-body: শিক্ষার্থীদের পক্ষ থেকে সড়কে শৃঙ্খলা রক্ষা ও পরিচ্ছন্নতা কার্যক্রম চালিয়ে যাওয়ার ঘোষণা দেওয়া হয়। আন্তর্জাতিক গণমাধ্যমগুলোও বাংলাদেশের সাম্প্রতিক পরিস্থিতি নিয়ে গুরুত্বের সঙ্গে সংবাদ প্রকাশ করছে। সরকারি কর্মকর্তাদের দ্রুত কর্মস্থলে ফিরে দায়িত্ব পালনের নির্দেশ দেওয়া হয়েছে বলে জানা গেছে। অন্তর্বর্তী সরকারের প্রধান উপদেষ্টা হিসেবে দায়িত্ব নিতে আজ দেশে ফিরছেন নোবেলজয়ী অর্থনীতিবিদ ড. মুহাম্মদ ইউনূস। ছাত্র-জনতার আন্দোলনের মুখে গত সোমবার পদত্যাগ করে দেশ ছাড়েন সাবেক প্রধানমন্ত্রী শেখ হাসিনা। [410,95,593,258]
article-headline: বাংলাদেশ রাজনৈতিক [241,895,368,912]
news-column [798,94,995,1830]
article-body: সেনাবাহিনীর পক্ষ থেকে জানানো হয়েছে, জানমালের নিরাপত্তা নিশ্চিত করতে সর্বাত্মক চেষ্টা চালানো হচ্ছে। এদিকে বিভিন্ন জেলায় থানা ও সরকারি স্থাপনায় হামলার ঘটনায় উদ্বেগ জানিয়েছে নাগরিক সমাজ। সংশ্লিষ্ট সূত্র জানায়, আগামী কয়েক দিনের মধ্যে নতুন উপদেষ্টা পরিষদের পূর্ণাঙ্গ তালিকা প্রকাশ করা হবে। অর্থনীতিবিদরা বলছেন, ব্যাংক খাতসহ পুরো আর্থিক খাতে আস্থা ফেরানো এখন সবচেয়ে জরুরি হয়ে পড়েছে। শিক্ষার্থীদের পক্ষ থেকে সড়কে শৃঙ্খলা রক্ষা ও পরিচ্ছন্নতা কার্যক্রম চালিয়ে যাওয়ার ঘোষণা দেওয়া হয়। আন্তর্জাতিক গণমাধ্যমগুলোও বাংলাদেশের সাম্প্রতিক পরিস্থিতি নিয়ে গুরুত্বের সঙ্গে সংবাদ প্রকাশ করছে। সরকারি কর্মকর্তাদের দ্রুত কর্মস্থলে ফিরে দায়িত্ব পালনের নির্দেশ দেওয়া হয়েছে বলে জানা গেছে। [16,941,199,1174]
article-body: বিশ্লেষকদের মতে, রাষ্ট্রের সব প্রতিষ্ঠানে দ্রুত শৃঙ্খলা ফিরিয়ে আনা এখন সবচেয়ে বড় চ্যালেঞ্জ। সেনাবাহিনীর পক্ষ থেকে জানানো হয়েছে, জানমালের নিরাপত্তা নিশ্চিত করতে সর্বাত্মক চেষ্টা চালানো হচ্ছে। এদিকে বিভিন্ন জেলায় থানা ও সরকারি স্থাপনায় হামলার ঘটনায় উদ্বেগ জানিয়েছে নাগরিক সমাজ। সংশ্লিষ্ট সূত্র জানায়, আগামী কয়েক দিনের মধ্যে নতুন উপদেষ্টা পরিষদের পূর্ণাঙ্গ তালিকা প্রকাশ করা হবে। অর্থনীতিবিদরা বলছেন, ব্যাংক খাতসহ পুরো আর্থিক খাতে আস্থা ফেরানো এখন সবচেয়ে জরুরি হয়ে পড়েছে। শিক্ষার্থীদের পক্ষ থেকে সড়কে শৃঙ্খলা রক্ষা ও পরিচ্ছন্নতা কার্যক্রম চালিয়ে যাওয়ার ঘোষণা দেওয়া হয়। আন্তর্জাতিক গণমাধ্যমগুলোও বাংলাদেশের সাম্প্রতিক পরিস্থিতি নিয়ে গুরুত্বের সঙ্গে সংবাদ প্রকাশ করছে। সরকারি কর্মকর্তাদের দ্রুত কর্মস্থলে ফিরে দায়িত্ব পালনের নির্দেশ দেওয়া হয়েছে বলে জানা গেছে। অন্তর্বর্তী সরকারের প্রধান উপদেষ্টা হিসেবে দায়িত্ব নিতে আজ দেশে ফিরছেন নোবেলজয়ী অর্থনীতিবিদ ড. মুহাম্মদ ইউনূস। ছাত্র-জনতার আন্দোলনের মুখে গত সোমবার পদত্যাগ করে দেশ ছাড়েন সাবেক প্রধানমন্ত্রী শেখ হাসিনা। তিনি বলেন, দেশের আইনশৃঙ্খলা পরিস্থিতি স্বাভাবিক রাখতে সবাইকে ধৈর্য ধরার আহ্বান জানানো হয়েছে। এ বিষয়ে সংশ্লিষ্ট কর্মকর্তারা জানান, পরিস্থিতি পর্যবেক্ষণে রাখা হয়েছে এবং প্রয়োজনীয় ব্যবস্থা নেওয়া হবে। বিশ্লেষকদের মতে, রাষ্ট্রের সব প্রতিষ্ঠানে দ্রুত শৃঙ্খলা ফিরিয়ে আনা এখন সবচেয়ে বড় চ্যালেঞ্জ। সেনাবাহিনীর পক্ষ থেকে জানানো হয়েছে, জানমালের নিরাপত্তা নিশ্চিত করতে সর্বাত্মক চেষ্টা চালানো হচ্ছে। এদিকে বিভিন্ন জেলায় থানা ও সরকারি স্থাপনায় হামলার ঘটনায় উদ্বেগ জানিয়েছে নাগরিক সমাজ। সংশ্লিষ্ট সূত্র জানায়, আগামী কয়েক দিনের মধ্যে নতুন উপদেষ্টা পরিষদের পূর্ণাঙ্গ তালিকা প্রকাশ করা হবে। অর্থনীতিবিদরা বলছেন, ব্যাংক খাতসহ পুরো আর্থিক খাতে আস্থা ফেরানো এখন সবচেয়ে জরুরি হয়ে পড়েছে। শিক্ষার্থীদের পক্ষ থেকে সড়কে শৃঙ্খলা রক্ষা ও পরিচ্ছন্নতা কার্যক্রম চালিয়ে যাওয়ার ঘোষণা দেওয়া হয়। আন্তর্জাতিক গণমাধ্যমগুলোও বাংলাদেশের সাম্প্রতিক পরিস্থিতি নিয়ে গুরুত্বের সঙ্গে সংবাদ প্রকাশ করছে। সরকারি কর্মকর্তাদের দ্রুত কর্মস্থলে ফিরে দায়িত্ব পালনের নির্দেশ দেওয়া হয়েছে বলে জানা গেছে। অন্তর্বর্তী সরকারের প্রধান উপদেষ্টা হিসেবে দায়িত্ব নিতে আজ দেশে ফিরছেন নোবেলজয়ী অর্থনীতিবিদ ড. মুহাম্মদ ইউনূস। ছাত্র-জনতার আন্দোলনের মুখে গত সোমবার পদত্যাগ করে দেশ ছাড়েন সাবেক প্রধানমন্ত্রী শেখ হাসিনা। তিনি বলেন, দেশের আইনশৃঙ্খলা পরিস্থিতি স্বাভাবিক রাখতে সবাইকে ধৈর্য ধরার আহ্বান জানানো হয়েছে। এ বিষয়ে সংশ্লিষ্ট কর্মকর্তারা জানান, পরিস্থিতি পর্যবেক্ষণে রাখা হয়েছে এবং প্রয়োজনীয় ব্যবস্থা নেওয়া হবে। [213,95,396,877]
article [1002,418,1184,554]
page-number-emblem [192,14,256,78]
continuation-label: প্রথম পৃষ্ঠার পর [81,520,134,531]
article-body: ছাত্র-জনতার আন্দোলনের মুখে গত সোমবার পদত্যাগ করে দেশ ছাড়েন সাবেক প্রধানমন্ত্রী শেখ হাসিনা। তিনি বলেন, দেশের আইনশৃঙ্খলা পরিস্থিতি স্বাভাবিক রাখতে সবাইকে ধৈর্য ধরার আহ্বান জানানো হয়েছে। এ বিষয়ে সংশ্লিষ্ট কর্মকর্তারা জানান, পরিস্থিতি পর্যবেক্ষণে রাখা হয়েছে এবং প্রয়োজনীয় ব্যবস্থা নেওয়া হবে। বিশ্লেষকদের মতে, রাষ্ট্রের সব প্রতিষ্ঠানে দ্রুত শৃঙ্খলা ফিরিয়ে আনা এখন সবচেয়ে বড় চ্যালেঞ্জ। সেনাবাহিনীর পক্ষ থেকে জানানো হয়েছে, জানমালের নিরাপত্তা নিশ্চিত করতে সর্বাত্মক চেষ্টা চালানো হচ্ছে। এদিকে বিভিন্ন জেলায় থানা ও সরকারি স্থাপনায় হামলার ঘটনায় উদ্বেগ জানিয়েছে নাগরিক সমাজ। সংশ্লিষ্ট সূত্র জানায়, আগামী কয়েক দিনের মধ্যে নতুন উপদেষ্টা পরিষদের পূর্ণাঙ্গ তালিকা প্রকাশ করা হবে। অর্থনীতিবিদরা বলছেন, ব্যাংক খাতসহ পুরো আর্থিক খাতে আস্থা ফেরানো এখন সবচেয়ে জরুরি হয়ে পড়েছে। শিক্ষার্থীদের পক্ষ থেকে সড়কে শৃঙ্খলা রক্ষা ও পরিচ্ছন্নতা কার্যক্রম চালিয়ে যাওয়ার ঘোষণা দেওয়া হয়। [410,909,593,1196]
continuation-label: প্রথম পৃষ্ঠার পর [1066,298,1119,309]
article [213,886,395,1031]
